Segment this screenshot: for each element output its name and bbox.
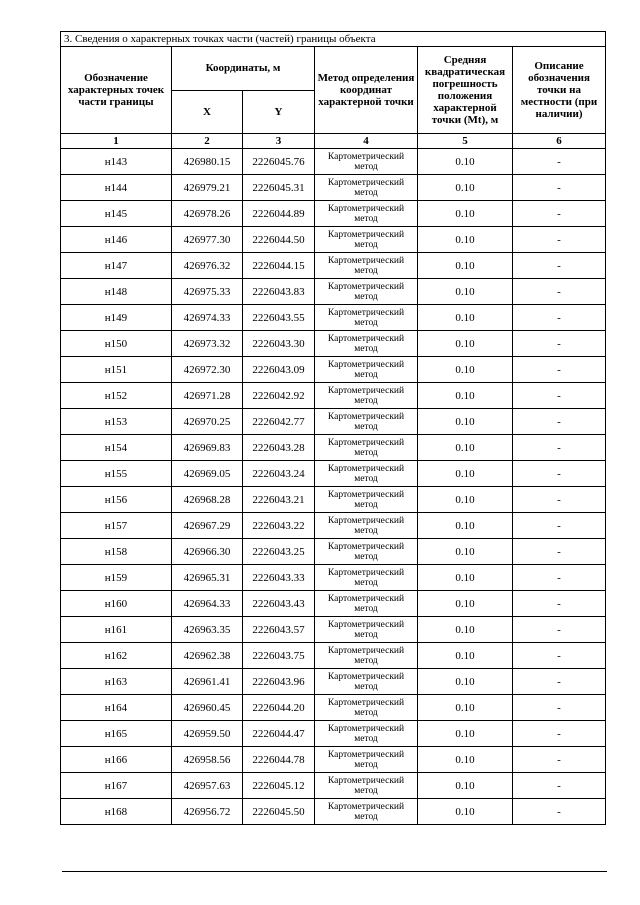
table-row — [61, 773, 606, 799]
method-cell: Картометрический метод — [315, 227, 418, 253]
y-cell: 2226045.31 — [243, 175, 315, 201]
description-cell: - — [513, 175, 606, 201]
table-row — [61, 669, 606, 695]
description-cell: - — [513, 357, 606, 383]
y-cell: 2226044.20 — [243, 695, 315, 721]
description-cell: - — [513, 799, 606, 825]
y-cell: 2226043.25 — [243, 539, 315, 565]
error-cell: 0.10 — [418, 669, 513, 695]
point-cell: н144 — [61, 175, 172, 201]
description-cell: - — [513, 279, 606, 305]
method-cell: Картометрический метод — [315, 799, 418, 825]
y-cell: 2226043.22 — [243, 513, 315, 539]
table-row — [61, 227, 606, 253]
error-cell: 0.10 — [418, 357, 513, 383]
method-cell: Картометрический метод — [315, 565, 418, 591]
bottom-rule — [62, 871, 607, 872]
method-cell: Картометрический метод — [315, 409, 418, 435]
error-cell: 0.10 — [418, 305, 513, 331]
point-cell: н162 — [61, 643, 172, 669]
error-cell: 0.10 — [418, 175, 513, 201]
column-number: 6 — [513, 134, 606, 149]
y-cell: 2226043.30 — [243, 331, 315, 357]
description-cell: - — [513, 435, 606, 461]
point-cell: н147 — [61, 253, 172, 279]
header-point-designation: Обозначение характерных точек части границы — [61, 47, 172, 134]
table-row — [61, 305, 606, 331]
point-cell: н153 — [61, 409, 172, 435]
description-cell: - — [513, 227, 606, 253]
x-cell: 426971.28 — [172, 383, 243, 409]
x-cell: 426959.50 — [172, 721, 243, 747]
error-cell: 0.10 — [418, 513, 513, 539]
error-cell: 0.10 — [418, 227, 513, 253]
column-numbers-row — [61, 134, 606, 149]
point-cell: н152 — [61, 383, 172, 409]
point-cell: н146 — [61, 227, 172, 253]
method-cell: Картометрический метод — [315, 175, 418, 201]
table-row — [61, 409, 606, 435]
error-cell: 0.10 — [418, 201, 513, 227]
description-cell: - — [513, 617, 606, 643]
x-cell: 426956.72 — [172, 799, 243, 825]
column-number: 2 — [172, 134, 243, 149]
point-cell: н163 — [61, 669, 172, 695]
y-cell: 2226043.75 — [243, 643, 315, 669]
table-row — [61, 747, 606, 773]
description-cell: - — [513, 565, 606, 591]
y-cell: 2226042.92 — [243, 383, 315, 409]
point-cell: н157 — [61, 513, 172, 539]
error-cell: 0.10 — [418, 435, 513, 461]
point-cell: н160 — [61, 591, 172, 617]
x-cell: 426966.30 — [172, 539, 243, 565]
point-cell: н150 — [61, 331, 172, 357]
y-cell: 2226043.28 — [243, 435, 315, 461]
method-cell: Картометрический метод — [315, 201, 418, 227]
table-row — [61, 279, 606, 305]
x-cell: 426969.83 — [172, 435, 243, 461]
x-cell: 426963.35 — [172, 617, 243, 643]
table-row — [61, 357, 606, 383]
table-row — [61, 695, 606, 721]
point-cell: н154 — [61, 435, 172, 461]
x-cell: 426969.05 — [172, 461, 243, 487]
table-row — [61, 591, 606, 617]
point-cell: н149 — [61, 305, 172, 331]
error-cell: 0.10 — [418, 747, 513, 773]
method-cell: Картометрический метод — [315, 331, 418, 357]
x-cell: 426973.32 — [172, 331, 243, 357]
method-cell: Картометрический метод — [315, 253, 418, 279]
x-cell: 426974.33 — [172, 305, 243, 331]
table-row — [61, 487, 606, 513]
error-cell: 0.10 — [418, 773, 513, 799]
description-cell: - — [513, 383, 606, 409]
table-row — [61, 253, 606, 279]
method-cell: Картометрический метод — [315, 305, 418, 331]
method-cell: Картометрический метод — [315, 747, 418, 773]
x-cell: 426968.28 — [172, 487, 243, 513]
error-cell: 0.10 — [418, 383, 513, 409]
method-cell: Картометрический метод — [315, 383, 418, 409]
error-cell: 0.10 — [418, 331, 513, 357]
point-cell: н158 — [61, 539, 172, 565]
y-cell: 2226044.78 — [243, 747, 315, 773]
table-row — [61, 149, 606, 175]
error-cell: 0.10 — [418, 409, 513, 435]
table-row — [61, 539, 606, 565]
y-cell: 2226044.50 — [243, 227, 315, 253]
method-cell: Картометрический метод — [315, 487, 418, 513]
y-cell: 2226043.83 — [243, 279, 315, 305]
y-cell: 2226043.57 — [243, 617, 315, 643]
header-coordinates: Координаты, м — [172, 47, 315, 91]
header-description: Описание обозначения точки на местности (при наличии) — [513, 47, 606, 134]
description-cell: - — [513, 253, 606, 279]
point-cell: н168 — [61, 799, 172, 825]
y-cell: 2226043.96 — [243, 669, 315, 695]
description-cell: - — [513, 669, 606, 695]
description-cell: - — [513, 695, 606, 721]
header-x: X — [172, 90, 243, 134]
x-cell: 426979.21 — [172, 175, 243, 201]
description-cell: - — [513, 721, 606, 747]
y-cell: 2226045.76 — [243, 149, 315, 175]
column-number: 3 — [243, 134, 315, 149]
error-cell: 0.10 — [418, 279, 513, 305]
point-cell: н165 — [61, 721, 172, 747]
table-row — [61, 331, 606, 357]
method-cell: Картометрический метод — [315, 357, 418, 383]
y-cell: 2226043.21 — [243, 487, 315, 513]
description-cell: - — [513, 331, 606, 357]
point-cell: н143 — [61, 149, 172, 175]
method-cell: Картометрический метод — [315, 695, 418, 721]
header-y: Y — [243, 90, 315, 134]
y-cell: 2226043.33 — [243, 565, 315, 591]
description-cell: - — [513, 201, 606, 227]
column-number: 4 — [315, 134, 418, 149]
table-row — [61, 461, 606, 487]
error-cell: 0.10 — [418, 461, 513, 487]
table-row — [61, 799, 606, 825]
method-cell: Картометрический метод — [315, 435, 418, 461]
description-cell: - — [513, 773, 606, 799]
table-row — [61, 513, 606, 539]
error-cell: 0.10 — [418, 539, 513, 565]
point-cell: н156 — [61, 487, 172, 513]
description-cell: - — [513, 409, 606, 435]
table-row — [61, 721, 606, 747]
error-cell: 0.10 — [418, 721, 513, 747]
y-cell: 2226043.09 — [243, 357, 315, 383]
y-cell: 2226044.15 — [243, 253, 315, 279]
x-cell: 426960.45 — [172, 695, 243, 721]
x-cell: 426972.30 — [172, 357, 243, 383]
table-row — [61, 643, 606, 669]
table-row — [61, 617, 606, 643]
method-cell: Картометрический метод — [315, 513, 418, 539]
error-cell: 0.10 — [418, 591, 513, 617]
description-cell: - — [513, 539, 606, 565]
method-cell: Картометрический метод — [315, 643, 418, 669]
description-cell: - — [513, 643, 606, 669]
x-cell: 426962.38 — [172, 643, 243, 669]
x-cell: 426958.56 — [172, 747, 243, 773]
y-cell: 2226043.55 — [243, 305, 315, 331]
point-cell: н145 — [61, 201, 172, 227]
method-cell: Картометрический метод — [315, 773, 418, 799]
header-method: Метод определения координат характерной точки — [315, 47, 418, 134]
table-row — [61, 565, 606, 591]
description-cell: - — [513, 461, 606, 487]
method-cell: Картометрический метод — [315, 669, 418, 695]
point-cell: н161 — [61, 617, 172, 643]
x-cell: 426976.32 — [172, 253, 243, 279]
point-cell: н155 — [61, 461, 172, 487]
x-cell: 426970.25 — [172, 409, 243, 435]
x-cell: 426978.26 — [172, 201, 243, 227]
description-cell: - — [513, 487, 606, 513]
y-cell: 2226043.24 — [243, 461, 315, 487]
x-cell: 426980.15 — [172, 149, 243, 175]
error-cell: 0.10 — [418, 617, 513, 643]
error-cell: 0.10 — [418, 253, 513, 279]
y-cell: 2226045.50 — [243, 799, 315, 825]
x-cell: 426961.41 — [172, 669, 243, 695]
header-error: Средняя квадратическая погрешность положения характерной точки (Mt), м — [418, 47, 513, 134]
x-cell: 426964.33 — [172, 591, 243, 617]
description-cell: - — [513, 305, 606, 331]
error-cell: 0.10 — [418, 799, 513, 825]
table-row — [61, 175, 606, 201]
point-cell: н167 — [61, 773, 172, 799]
x-cell: 426965.31 — [172, 565, 243, 591]
point-cell: н164 — [61, 695, 172, 721]
y-cell: 2226042.77 — [243, 409, 315, 435]
method-cell: Картометрический метод — [315, 721, 418, 747]
point-cell: н159 — [61, 565, 172, 591]
y-cell: 2226045.12 — [243, 773, 315, 799]
error-cell: 0.10 — [418, 695, 513, 721]
point-cell: н148 — [61, 279, 172, 305]
description-cell: - — [513, 747, 606, 773]
description-cell: - — [513, 149, 606, 175]
error-cell: 0.10 — [418, 565, 513, 591]
method-cell: Картометрический метод — [315, 461, 418, 487]
error-cell: 0.10 — [418, 487, 513, 513]
error-cell: 0.10 — [418, 149, 513, 175]
description-cell: - — [513, 591, 606, 617]
y-cell: 2226044.89 — [243, 201, 315, 227]
method-cell: Картометрический метод — [315, 149, 418, 175]
description-cell: - — [513, 513, 606, 539]
method-cell: Картометрический метод — [315, 279, 418, 305]
boundary-points-table — [60, 31, 606, 825]
x-cell: 426957.63 — [172, 773, 243, 799]
table-row — [61, 435, 606, 461]
method-cell: Картометрический метод — [315, 617, 418, 643]
x-cell: 426977.30 — [172, 227, 243, 253]
table-row — [61, 383, 606, 409]
column-number: 1 — [61, 134, 172, 149]
table-row — [61, 201, 606, 227]
point-cell: н166 — [61, 747, 172, 773]
y-cell: 2226043.43 — [243, 591, 315, 617]
error-cell: 0.10 — [418, 643, 513, 669]
y-cell: 2226044.47 — [243, 721, 315, 747]
column-number: 5 — [418, 134, 513, 149]
section-title: 3. Сведения о характерных точках части (частей) границы объекта — [61, 32, 606, 47]
x-cell: 426967.29 — [172, 513, 243, 539]
method-cell: Картометрический метод — [315, 539, 418, 565]
x-cell: 426975.33 — [172, 279, 243, 305]
point-cell: н151 — [61, 357, 172, 383]
method-cell: Картометрический метод — [315, 591, 418, 617]
